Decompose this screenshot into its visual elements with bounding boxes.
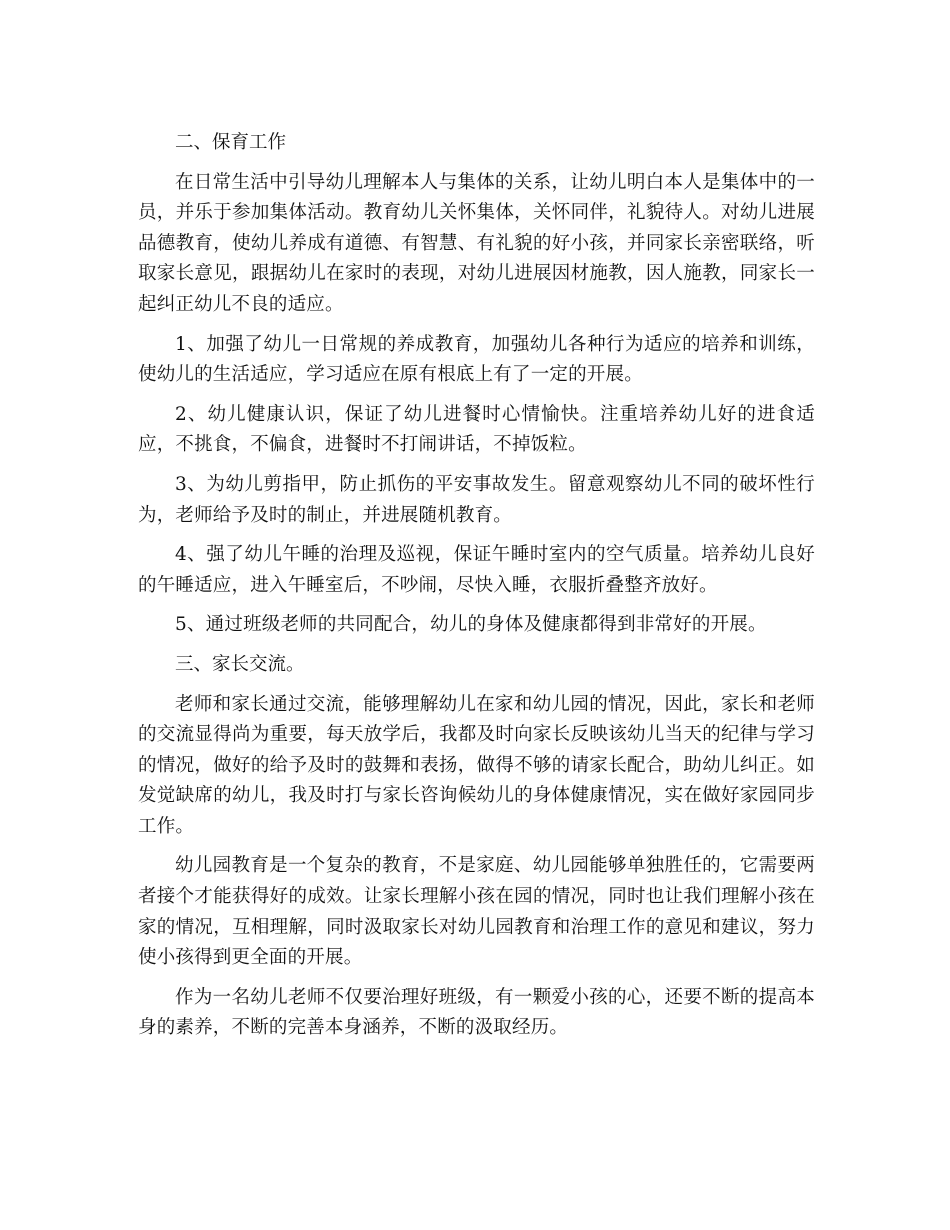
paragraph-parent-communication: 老师和家长通过交流，能够理解幼儿在家和幼儿园的情况，因此，家长和老师的交流显得尚为重要，每天放学后，我都及时向家长反映该幼儿当天的纪律与学习的情况，做好的给予及时的鼓舞和表扬，做得不够的请家长配合，助幼儿纠正。如发觉缺席的幼儿，我及时打与家长咨询候幼儿的身体健康情况，实在做好家园同步工作。 — [138, 693, 815, 837]
list-item-3: 3、为幼儿剪指甲，防止抓伤的平安事故发生。留意观察幼儿不同的破坏性行为，老师给予及时的制止，并进展随机教育。 — [138, 473, 815, 526]
paragraph-teacher-role: 作为一名幼儿老师不仅要治理好班级，有一颗爱小孩的心，还要不断的提高本身的素养，不断的完善本身涵养，不断的汲取经历。 — [138, 986, 815, 1039]
list-item-1: 1、加强了幼儿一日常规的养成教育，加强幼儿各种行为适应的培养和训练，使幼儿的生活适应，学习适应在原有根底上有了一定的开展。 — [138, 333, 815, 386]
paragraph-kindergarten-education: 幼儿园教育是一个复杂的教育，不是家庭、幼儿园能够单独胜任的，它需要两者接个才能获得好的成效。让家长理解小孩在园的情况，同时也让我们理解小孩在家的情况，互相理解，同时汲取家长对幼儿园教育和治理工作的意见和建议，努力使小孩得到更全面的开展。 — [138, 855, 815, 969]
list-item-4: 4、强了幼儿午睡的治理及巡视，保证午睡时室内的空气质量。培养幼儿良好的午睡适应，进入午睡室后，不吵闹，尽快入睡，衣服折叠整齐放好。 — [138, 544, 815, 596]
section-heading-care: 二、保育工作 — [175, 132, 287, 153]
paragraph-care-intro: 在日常生活中引导幼儿理解本人与集体的关系，让幼儿明白本人是集体中的一员，并乐于参加集体活动。教育幼儿关怀集体，关怀同伴，礼貌待人。对幼儿进展品德教育，使幼儿养成有道德、有智慧、有礼貌的好小孩，并同家长亲密联络，听取家长意见，跟据幼儿在家时的表现，对幼儿进展因材施教，因人施教，同家长一起纠正幼儿不良的适应。 — [138, 171, 815, 315]
list-item-5: 5、通过班级老师的共同配合，幼儿的身体及健康都得到非常好的开展。 — [175, 614, 767, 636]
document-page — [138, 128, 815, 1044]
section-heading-parents: 三、家长交流。 — [175, 653, 305, 675]
list-item-2: 2、幼儿健康认识，保证了幼儿进餐时心情愉快。注重培养幼儿好的进食适应，不挑食，不偏食，进餐时不打闹讲话，不掉饭粒。 — [138, 403, 815, 456]
